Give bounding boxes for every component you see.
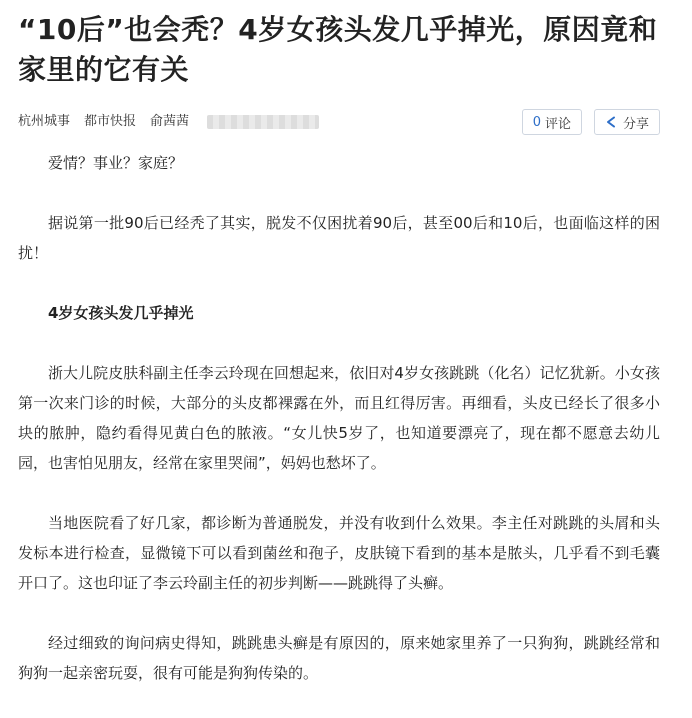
- share-icon: [605, 116, 617, 128]
- blurred-timestamp: [207, 115, 319, 129]
- paragraph: 当地医院看了好几家，都诊断为普通脱发，并没有收到什么效果。李主任对跳跳的头屑和头发标本进行检查，显微镜下可以看到菌丝和孢子，皮肤镜下看到的基本是脓头，几乎看不到毛囊开口了。这也印证了李云玲副主任的初步判断——跳跳得了头癣。: [18, 514, 660, 592]
- author-name: 俞茜茜: [150, 114, 190, 129]
- comment-button[interactable]: [522, 109, 582, 135]
- paragraph: 据说第一批90后已经秃了其实，脱发不仅困扰着90后，甚至00后和10后，也面临这样的困扰！: [18, 214, 660, 262]
- publisher-link[interactable]: 都市快报: [84, 114, 137, 129]
- article-body: [18, 148, 660, 718]
- paragraph: 浙大儿院皮肤科副主任李云玲现在回想起来，依旧对4岁女孩跳跳（化名）记忆犹新。小女孩第一次来门诊的时候，大部分的头皮都裸露在外，而且红得厉害。再细看，头皮已经长了很多小块的脓肿，隐约看得见黄白色的脓液。“女儿快5岁了，也知道要漂亮了，现在都不愿意去幼儿园，也害怕见朋友，经常在家里哭闹”，妈妈也愁坏了。: [18, 364, 660, 472]
- comment-label: 评论: [544, 116, 571, 132]
- comment-count: 0: [532, 114, 541, 130]
- paragraph: 爱情？事业？家庭？: [48, 154, 184, 172]
- share-label: 分享: [622, 116, 649, 132]
- share-button[interactable]: [594, 109, 660, 135]
- section-heading: 4岁女孩头发几乎掉光: [48, 304, 194, 322]
- article-meta: [18, 108, 660, 136]
- paragraph: 经过细致的询问病史得知，跳跳患头癣是有原因的，原来她家里养了一只狗狗，跳跳经常和狗狗一起亲密玩耍，很有可能是狗狗传染的。: [18, 634, 660, 682]
- source-link[interactable]: 杭州城事: [18, 114, 71, 129]
- article-title: “10后”也会秃？4岁女孩头发几乎掉光，原因竟和家里的它有关: [18, 13, 658, 86]
